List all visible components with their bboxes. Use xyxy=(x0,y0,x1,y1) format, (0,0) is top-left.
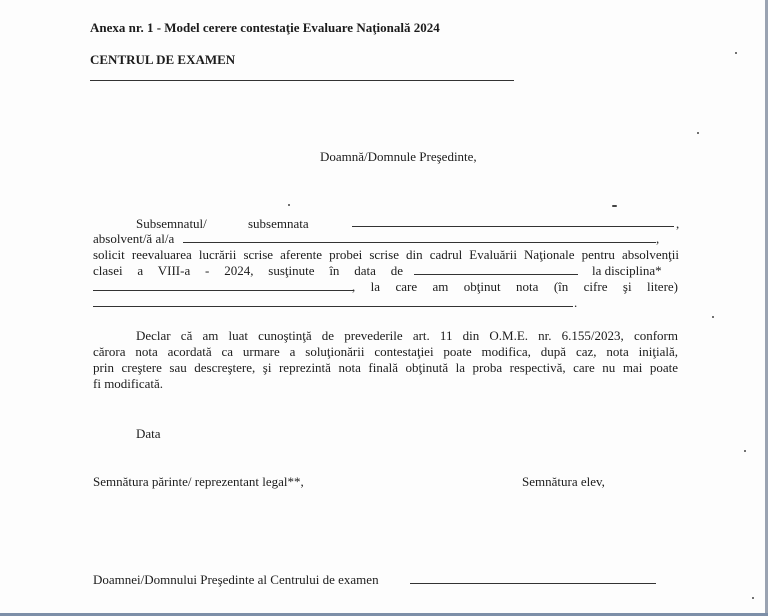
annex-title: Anexa nr. 1 - Model cerere contestaţie Evaluare Naţională 2024 xyxy=(90,20,440,35)
addressee-label: Doamnei/Domnului Preşedinte al Centrului de examen xyxy=(93,572,379,587)
scan-speck xyxy=(612,205,617,207)
grade-line xyxy=(93,306,573,307)
discipline-label: la disciplina* xyxy=(592,263,662,278)
scan-speck xyxy=(697,132,699,134)
parent-signature-label: Semnătura părinte/ reprezentant legal**, xyxy=(93,474,304,489)
scan-speck xyxy=(712,316,714,318)
declaration-line-2: cărora nota acordată ca urmare a soluţionării contestaţiei poate modifica, după caz, nota iniţială, xyxy=(93,344,678,359)
declaration-line-4: fi modificată. xyxy=(93,376,164,391)
request-line-3: solicit reevaluarea lucrării scrise aferente probei scrise din cadrul Evaluării Naţionale pentru absolvenţii xyxy=(93,247,679,262)
discipline-line xyxy=(93,290,353,291)
scan-speck xyxy=(752,597,754,599)
scan-speck xyxy=(744,450,746,452)
grade-text: , la care am obţinut nota (în cifre şi litere) xyxy=(352,279,678,294)
declaration-line-1: Declar că am luat cunoştinţă de prevederile art. 11 din O.M.E. nr. 6.155/2023, conform xyxy=(136,328,678,343)
date-line xyxy=(414,274,578,275)
exam-center-label: CENTRUL DE EXAMEN xyxy=(90,52,236,67)
scan-speck xyxy=(288,204,290,206)
addressee-line xyxy=(410,583,656,584)
date-label: Data xyxy=(136,426,161,441)
name-line xyxy=(352,226,674,227)
declaration-line-3: prin creştere sau descreştere, şi reprezintă nota finală obţinută la proba respectivă, care nu mai poate xyxy=(93,360,678,375)
class-prefix: clasei a VIII-a - 2024, susţinute în data de xyxy=(93,263,403,278)
subscribed-m: Subsemnatul/ xyxy=(136,216,207,231)
exam-center-line xyxy=(90,80,514,81)
subscribed-f: subsemnata xyxy=(248,216,309,231)
student-signature-label: Semnătura elev, xyxy=(522,474,605,489)
comma-1: , xyxy=(676,216,680,231)
period: . xyxy=(574,295,578,310)
comma-2: , xyxy=(656,231,660,246)
school-line xyxy=(183,242,656,243)
scan-speck xyxy=(735,52,737,54)
graduate-label: absolvent/ă al/a xyxy=(93,231,175,246)
salutation: Doamnă/Domnule Preşedinte, xyxy=(320,149,477,164)
